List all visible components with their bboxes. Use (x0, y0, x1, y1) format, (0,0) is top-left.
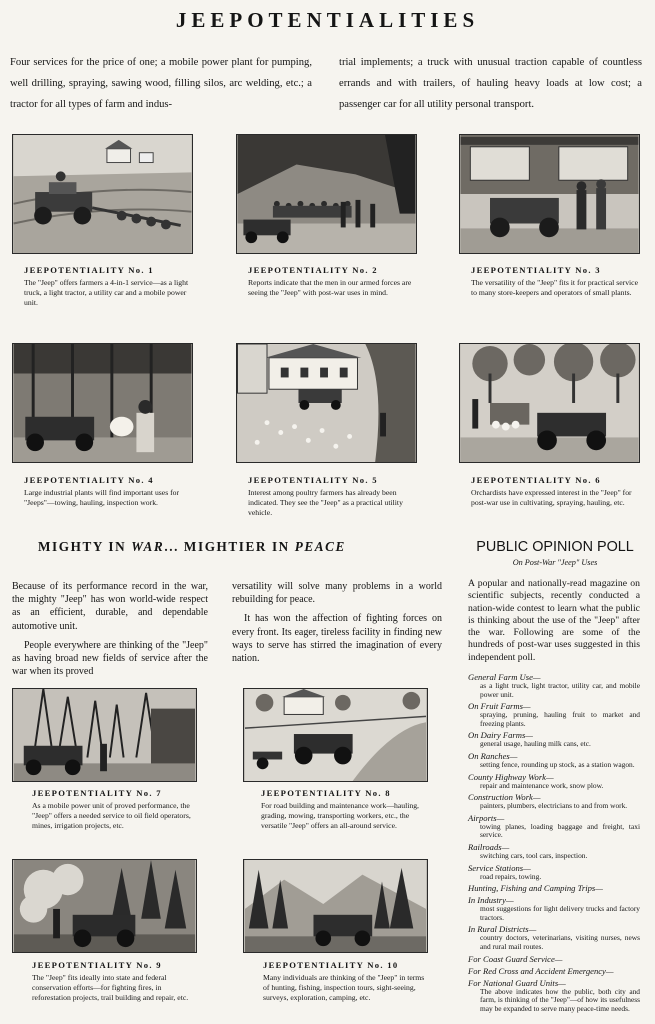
intro-left: Four services for the price of one; a mobile power plant for pumping, well drilling, spraying, sawing wood, filling silos, arc welding, etc.; a tractor for all types of farm and indus- (10, 57, 312, 110)
poll-item-heading: Airports— (468, 812, 505, 823)
potentiality-8-text: For road building and maintenance work—hauling, grading, mowing, transporting workers, etc., the versatile "Jeep" offers an all-around service. (261, 801, 419, 831)
potentiality-4-text: Large industrial plants will find important uses for "Jeeps"—towing, hauling, inspection work. (24, 488, 180, 508)
poll-item-description: towing planes, loading baggage and freight, taxi service. (480, 821, 640, 840)
poll-item (468, 978, 640, 1014)
jeep-oil-field-illustration (12, 688, 197, 782)
poll-item (468, 954, 640, 964)
poll-item (468, 792, 640, 811)
poll-item-description: as a light truck, light tractor, utility car, and mobile power unit. (480, 681, 640, 699)
body-left-paragraph: People everywhere are thinking of the "Jeep" as having broad new fields of service after the war when its proved (12, 639, 208, 678)
potentiality-8-title: JEEPOTENTIALITY No. 8 (261, 788, 391, 798)
jeep-at-storefront-illustration (459, 134, 640, 254)
poll-item-heading: In Rural Districts— (468, 924, 537, 935)
poll-item-description: country doctors, veterinarians, visiting nurses, news and rural mail routes. (480, 933, 640, 951)
potentiality-6-text: Orchardists have expressed interest in the "Jeep" for post-war use in cultivating, spraying, hauling, etc. (471, 488, 632, 508)
poll-item-heading: County Highway Work— (468, 771, 554, 782)
potentiality-7-title: JEEPOTENTIALITY No. 7 (32, 788, 162, 798)
poll-subtitle: On Post-War "Jeep" Uses (512, 558, 598, 567)
poll-item-heading: Construction Work— (468, 792, 541, 803)
poll-title: PUBLIC OPINION POLL (476, 539, 634, 555)
potentiality-3-title: JEEPOTENTIALITY No. 3 (471, 265, 601, 275)
poll-item (468, 730, 640, 749)
jeep-forest-fire-illustration (12, 859, 197, 953)
poll-item (468, 842, 640, 861)
poll-item (468, 772, 640, 791)
potentiality-6-title: JEEPOTENTIALITY No. 6 (471, 475, 601, 485)
poll-item (468, 863, 640, 882)
potentiality-5-title: JEEPOTENTIALITY No. 5 (248, 475, 378, 485)
jeep-road-work-illustration (243, 688, 428, 782)
potentiality-10-text: Many individuals are thinking of the "Jeep" in terms of hunting, fishing, inspection tours, sight-seeing, surveys, exploration, camping, etc. (263, 973, 425, 1003)
potentiality-2-title: JEEPOTENTIALITY No. 2 (248, 265, 378, 275)
body-right-paragraph: versatility will solve many problems in a world rebuilding for peace. (232, 581, 442, 606)
poll-item-description: most suggestions for light delivery trucks and factory tractors. (480, 904, 640, 922)
poll-item-heading: On Fruit Farms— (468, 701, 531, 712)
poll-item (468, 813, 640, 840)
potentiality-3-text: The versatility of the "Jeep" fits it for practical service to many store-keepers and operators of small plants. (471, 278, 639, 298)
body-left-paragraph: Because of its performance record in the war, the mighty "Jeep" has won world-wide respect as an efficient, durable, and dependable automotive unit. (12, 581, 208, 632)
poll-item (468, 751, 640, 770)
poll-item-heading: In Industry— (468, 895, 514, 906)
poll-item (468, 672, 640, 699)
potentiality-7-text: As a mobile power unit of proved performance, the "Jeep" offers a needed service to oil field operators, mines, irrigation projects, etc. (32, 801, 191, 831)
poll-list (468, 672, 640, 1015)
poll-item (468, 966, 640, 976)
poll-item (468, 883, 640, 893)
poll-item-heading: Railroads— (468, 841, 510, 852)
poll-item (468, 924, 640, 951)
poll-item-heading: On Dairy Farms— (468, 730, 533, 741)
jeep-poultry-farm-illustration (236, 343, 417, 463)
jeep-in-orchard-illustration (459, 343, 640, 463)
poll-item-heading: Service Stations— (468, 862, 531, 873)
mighty-headline: MIGHTY IN WAR... MIGHTIER IN PEACE (38, 539, 346, 554)
poll-item-heading: For Red Cross and Accident Emergency— (468, 965, 614, 976)
poll-item-description: switching cars, tool cars, inspection. (480, 850, 588, 860)
intro-right: trial implements; a truck with unusual traction capable of countless errands and with trailers, of hauling heavy loads at low cost; a passenger car for all utility personal transport. (339, 57, 642, 110)
poll-item-description: setting fence, rounding up stock, as a station wagon. (480, 759, 635, 769)
poll-item-heading: For National Guard Units— (468, 977, 566, 988)
poll-item-description: road repairs, towing. (480, 871, 542, 881)
poll-item-heading: For Coast Guard Service— (468, 953, 563, 964)
potentiality-4-title: JEEPOTENTIALITY No. 4 (24, 475, 154, 485)
poll-item-description: painters, plumbers, electricians to and from work. (480, 801, 628, 811)
body-right-paragraph: It has won the affection of fighting forces on every front. Its eager, tireless facility in finding new ways to serve has stirred the imagination of every nation. (232, 613, 442, 665)
body-left-column (12, 580, 208, 684)
potentiality-2-text: Reports indicate that the men in our armed forces are seeing the "Jeep" with post-war uses in mind. (248, 278, 412, 298)
potentiality-1-title: JEEPOTENTIALITY No. 1 (24, 265, 154, 275)
potentiality-9-title: JEEPOTENTIALITY No. 9 (32, 960, 162, 970)
potentiality-1-text: The "Jeep" offers farmers a 4-in-1 service—as a light truck, a light tractor, a utility car and a mobile power unit. (24, 278, 189, 308)
body-right-column (232, 580, 442, 671)
poll-item-description: general usage, hauling milk cans, etc. (480, 739, 591, 749)
poll-item-heading: General Farm Use— (468, 672, 541, 682)
troops-with-jeep-illustration (236, 134, 417, 254)
poll-item-heading: Hunting, Fishing and Camping Trips— (468, 883, 603, 894)
page-title: JEEPOTENTIALITIES (175, 8, 480, 32)
poll-item-description: repair and maintenance work, snow plow. (480, 780, 604, 790)
potentiality-5-text: Interest among poultry farmers has already been indicated. They see the "Jeep" as a practical utility vehicle. (248, 488, 403, 518)
jeep-plowing-field-illustration (12, 134, 193, 254)
poll-item (468, 895, 640, 922)
jeep-in-factory-illustration (12, 343, 193, 463)
poll-item-description: spraying, pruning, hauling fruit to market and freezing plants. (480, 710, 640, 728)
potentiality-10-title: JEEPOTENTIALITY No. 10 (263, 960, 399, 970)
jeep-mountain-trip-illustration (243, 859, 428, 953)
potentiality-9-text: The "Jeep" fits ideally into state and federal conservation efforts—for fighting fires, in reforestation projects, trail building and repair, etc. (32, 973, 189, 1003)
poll-item (468, 701, 640, 728)
poll-item-heading: On Ranches— (468, 750, 518, 761)
poll-item-description: The above indicates how the public, both city and farm, is thinking of the "Jeep"—of how its usefulness may be expanded to serve many peace-time needs. (480, 986, 640, 1013)
poll-intro: A popular and nationally-read magazine on scientific subjects, recently conducted a nation-wide contest to learn what the public is thinking about the use of the "Jeep" after the war. Following are some of the hundreds of post-war uses suggested in this independent poll. (468, 578, 640, 663)
